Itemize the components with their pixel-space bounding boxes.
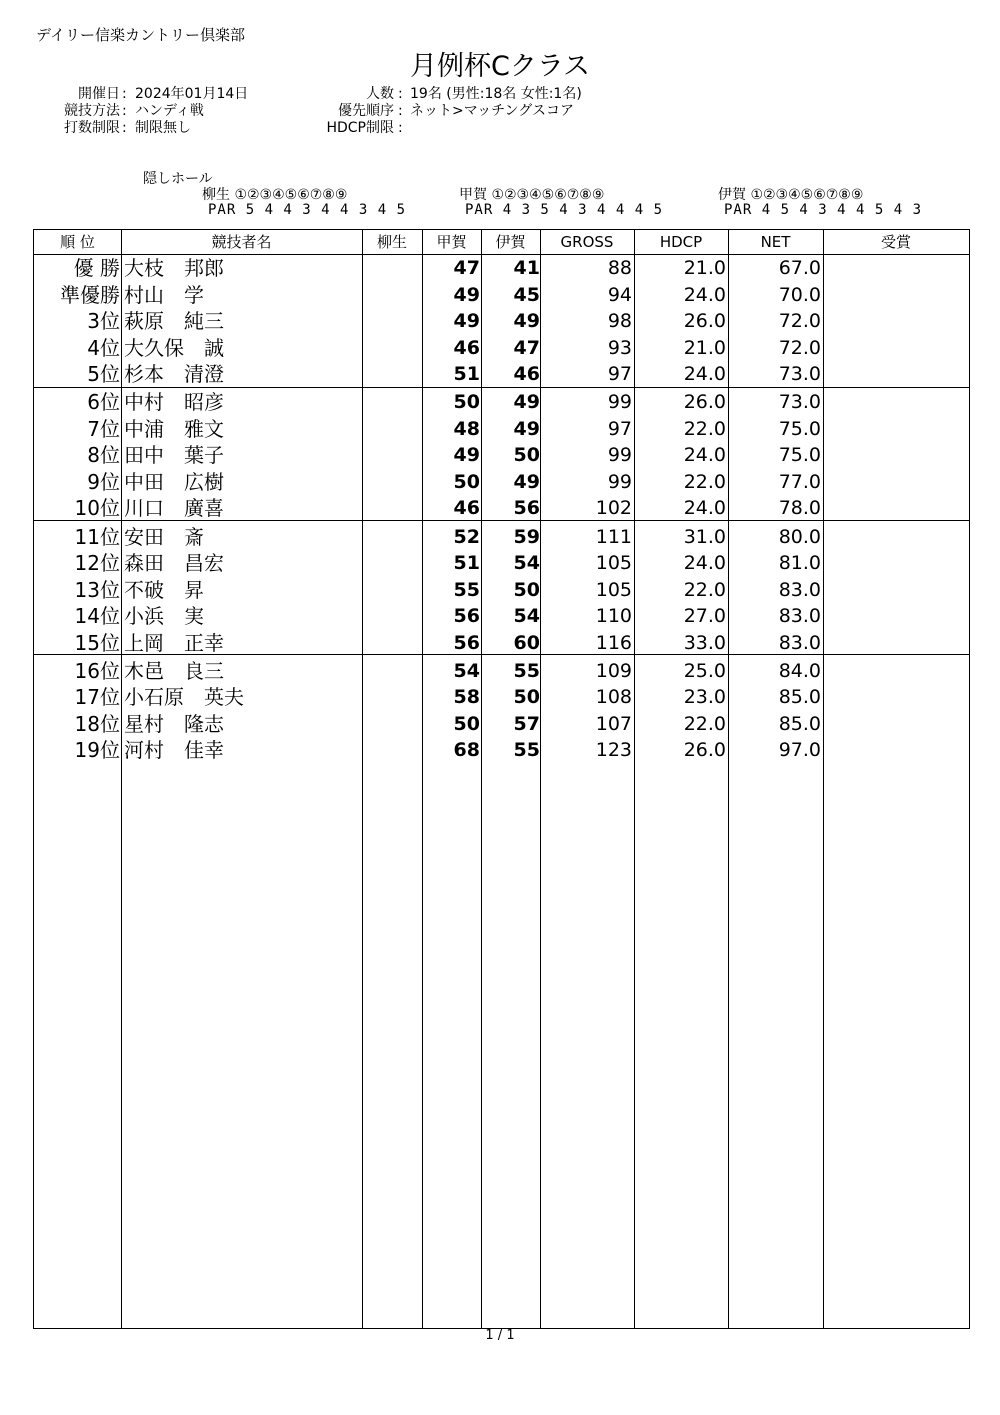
iga-score-cell: 56 — [513, 497, 540, 520]
net-cell: 97.0 — [778, 739, 821, 762]
header-koga: 甲賀 — [436, 233, 467, 251]
info-label-limit: 打数制限 — [64, 120, 120, 136]
net-cell: 80.0 — [778, 525, 821, 548]
hidden-course-yagyu — [202, 188, 406, 218]
rank-cell: 13位 — [74, 577, 120, 602]
koga-score-cell: 56 — [453, 631, 480, 654]
table-row — [34, 737, 969, 763]
player-name-cell: 杉本 清澄 — [124, 362, 224, 387]
hole-numbers: ①②③④⑤⑥⑦⑧⑨ — [234, 187, 348, 203]
hdcp-cell: 24.0 — [683, 363, 726, 386]
table-row — [34, 389, 969, 415]
gross-cell: 109 — [595, 659, 632, 682]
net-cell: 73.0 — [778, 363, 821, 386]
hdcp-cell: 24.0 — [683, 552, 726, 575]
rank-cell: 14位 — [74, 604, 120, 629]
gross-cell: 105 — [595, 552, 632, 575]
gross-cell: 97 — [607, 417, 632, 440]
koga-score-cell: 49 — [453, 444, 480, 467]
net-cell: 83.0 — [778, 605, 821, 628]
info-value-method: ハンディ戦 — [135, 103, 204, 119]
info-labels-left — [48, 86, 120, 137]
par-line: PAR 5 4 4 3 4 4 3 4 5 — [208, 202, 407, 218]
iga-score-cell: 55 — [513, 739, 540, 762]
info-value-date: 2024年01月14日 — [135, 86, 249, 102]
iga-score-cell: 49 — [513, 310, 540, 333]
gross-cell: 88 — [607, 257, 632, 279]
koga-score-cell: 50 — [453, 470, 480, 493]
gross-cell: 99 — [607, 470, 632, 493]
info-colons-left: : : : — [122, 86, 127, 136]
iga-score-cell: 60 — [513, 631, 540, 654]
net-cell: 83.0 — [778, 631, 821, 654]
table-row — [34, 361, 969, 387]
hdcp-cell: 21.0 — [683, 336, 726, 359]
info-values-right — [410, 86, 582, 120]
course-name: 甲賀 — [459, 187, 487, 203]
hdcp-cell: 24.0 — [683, 497, 726, 520]
rank-cell: 7位 — [87, 416, 120, 441]
iga-score-cell: 50 — [513, 686, 540, 709]
net-cell: 75.0 — [778, 444, 821, 467]
table-row — [34, 335, 969, 361]
player-name-cell: 木邑 良三 — [124, 658, 224, 683]
course-name: 伊賀 — [718, 187, 746, 203]
koga-score-cell: 50 — [453, 391, 480, 414]
koga-score-cell: 46 — [453, 497, 480, 520]
net-cell: 73.0 — [778, 391, 821, 414]
hdcp-cell: 24.0 — [683, 283, 726, 306]
table-row — [34, 684, 969, 710]
koga-score-cell: 50 — [453, 712, 480, 735]
table-row — [34, 550, 969, 576]
table-row — [34, 658, 969, 684]
koga-score-cell: 58 — [453, 686, 480, 709]
rank-cell: 17位 — [74, 685, 120, 710]
net-cell: 67.0 — [778, 257, 821, 279]
rank-cell: 16位 — [74, 658, 120, 683]
hdcp-cell: 27.0 — [683, 605, 726, 628]
info-label-date: 開催日 — [78, 86, 120, 102]
rank-cell: 4位 — [87, 335, 120, 360]
info-label-count: 人数 — [366, 86, 394, 102]
player-name-cell: 中浦 雅文 — [124, 416, 224, 441]
player-name-cell: 河村 佳幸 — [124, 738, 224, 763]
info-value-priority: ネット>マッチングスコア — [410, 103, 575, 119]
rank-cell: 11位 — [74, 524, 120, 549]
page-number: 1 / 1 — [485, 1328, 515, 1343]
player-name-cell: 星村 隆志 — [124, 711, 224, 736]
hole-numbers: ①②③④⑤⑥⑦⑧⑨ — [750, 187, 864, 203]
koga-score-cell: 48 — [453, 417, 480, 440]
table-row — [34, 495, 969, 521]
rank-cell: 5位 — [87, 362, 120, 387]
table-row — [34, 255, 969, 281]
header-yagyu: 柳生 — [376, 233, 407, 251]
gross-cell: 99 — [607, 391, 632, 414]
rank-cell: 18位 — [74, 711, 120, 736]
iga-score-cell: 41 — [513, 257, 540, 279]
gross-cell: 93 — [607, 336, 632, 359]
table-row — [34, 524, 969, 550]
net-cell: 72.0 — [778, 310, 821, 333]
hdcp-cell: 31.0 — [683, 525, 726, 548]
par-line: PAR 4 5 4 3 4 4 5 4 3 — [724, 202, 923, 218]
info-label-method: 競技方法 — [64, 103, 120, 119]
header-net: NET — [760, 233, 791, 251]
gross-cell: 110 — [595, 605, 632, 628]
rank-cell: 8位 — [87, 443, 120, 468]
gross-cell: 111 — [595, 525, 632, 548]
net-cell: 85.0 — [778, 686, 821, 709]
hdcp-cell: 25.0 — [683, 659, 726, 682]
club-name: デイリー信楽カントリー倶楽部 — [36, 26, 245, 44]
iga-score-cell: 50 — [513, 444, 540, 467]
player-name-cell: 中村 昭彦 — [124, 390, 224, 415]
player-name-cell: 田中 葉子 — [124, 443, 224, 468]
net-cell: 72.0 — [778, 336, 821, 359]
info-label-hdcp: HDCP制限 — [326, 120, 394, 136]
iga-score-cell: 46 — [513, 363, 540, 386]
player-name-cell: 上岡 正幸 — [124, 630, 224, 655]
table-row — [34, 630, 969, 656]
iga-score-cell: 54 — [513, 605, 540, 628]
gross-cell: 108 — [595, 686, 632, 709]
info-label-priority: 優先順序 — [338, 103, 394, 119]
player-name-cell: 小浜 実 — [124, 604, 204, 629]
iga-score-cell: 57 — [513, 712, 540, 735]
hidden-course-iga — [718, 188, 922, 218]
gross-cell: 123 — [595, 739, 632, 762]
player-name-cell: 村山 学 — [124, 282, 204, 307]
table-row — [34, 711, 969, 737]
koga-score-cell: 47 — [453, 257, 480, 279]
iga-score-cell: 47 — [513, 336, 540, 359]
rank-cell: 優 勝 — [73, 256, 120, 280]
iga-score-cell: 59 — [513, 525, 540, 548]
hdcp-cell: 21.0 — [683, 257, 726, 279]
net-cell: 70.0 — [778, 283, 821, 306]
iga-score-cell: 55 — [513, 659, 540, 682]
hidden-holes-label: 隠しホール — [143, 171, 213, 187]
table-row — [34, 603, 969, 629]
hdcp-cell: 26.0 — [683, 391, 726, 414]
header-iga: 伊賀 — [495, 233, 526, 251]
gross-cell: 102 — [595, 497, 632, 520]
net-cell: 84.0 — [778, 659, 821, 682]
player-name-cell: 中田 広樹 — [124, 469, 224, 494]
results-table — [33, 229, 970, 1329]
gross-cell: 94 — [607, 283, 632, 306]
iga-score-cell: 49 — [513, 417, 540, 440]
header-gross: GROSS — [560, 233, 614, 251]
hdcp-cell: 24.0 — [683, 444, 726, 467]
koga-score-cell: 49 — [453, 310, 480, 333]
hdcp-cell: 33.0 — [683, 631, 726, 654]
rank-cell: 準優勝 — [60, 282, 120, 307]
iga-score-cell: 50 — [513, 578, 540, 601]
net-cell: 81.0 — [778, 552, 821, 575]
koga-score-cell: 46 — [453, 336, 480, 359]
rank-cell: 9位 — [87, 469, 120, 494]
player-name-cell: 小石原 英夫 — [124, 685, 244, 710]
table-row — [34, 282, 969, 308]
koga-score-cell: 52 — [453, 525, 480, 548]
koga-score-cell: 56 — [453, 605, 480, 628]
table-row — [34, 577, 969, 603]
hdcp-cell: 22.0 — [683, 417, 726, 440]
player-name-cell: 大久保 誠 — [124, 335, 224, 360]
hole-numbers: ①②③④⑤⑥⑦⑧⑨ — [491, 187, 605, 203]
koga-score-cell: 49 — [453, 283, 480, 306]
player-name-cell: 大枝 邦郎 — [124, 256, 224, 280]
rank-cell: 19位 — [74, 738, 120, 763]
info-colons-right: : : : — [398, 86, 403, 136]
player-name-cell: 不破 昇 — [124, 577, 204, 602]
player-name-cell: 川口 廣喜 — [124, 496, 224, 521]
net-cell: 85.0 — [778, 712, 821, 735]
header-rank: 順 位 — [60, 233, 95, 251]
koga-score-cell: 54 — [453, 659, 480, 682]
player-name-cell: 萩原 純三 — [124, 309, 224, 334]
rank-cell: 15位 — [74, 630, 120, 655]
table-row — [34, 308, 969, 334]
info-value-count: 19名 (男性:18名 女性:1名) — [410, 86, 582, 102]
header-hdcp: HDCP — [659, 233, 703, 251]
hdcp-cell: 22.0 — [683, 712, 726, 735]
table-row — [34, 469, 969, 495]
net-cell: 77.0 — [778, 470, 821, 493]
table-row — [34, 416, 969, 442]
iga-score-cell: 49 — [513, 470, 540, 493]
net-cell: 83.0 — [778, 578, 821, 601]
gross-cell: 107 — [595, 712, 632, 735]
player-name-cell: 安田 斎 — [124, 524, 204, 549]
net-cell: 78.0 — [778, 497, 821, 520]
iga-score-cell: 45 — [513, 283, 540, 306]
gross-cell: 105 — [595, 578, 632, 601]
koga-score-cell: 68 — [453, 739, 480, 762]
page-title: 月例杯Cクラス — [409, 51, 591, 82]
header-name: 競技者名 — [211, 233, 272, 251]
player-name-cell: 森田 昌宏 — [124, 551, 224, 576]
koga-score-cell: 51 — [453, 363, 480, 386]
table-row — [34, 442, 969, 468]
hdcp-cell: 22.0 — [683, 470, 726, 493]
iga-score-cell: 54 — [513, 552, 540, 575]
header-award: 受賞 — [880, 233, 911, 251]
gross-cell: 116 — [595, 631, 632, 654]
hdcp-cell: 26.0 — [683, 310, 726, 333]
info-labels-right — [300, 86, 394, 137]
gross-cell: 97 — [607, 363, 632, 386]
hdcp-cell: 26.0 — [683, 739, 726, 762]
iga-score-cell: 49 — [513, 391, 540, 414]
rank-cell: 12位 — [74, 551, 120, 576]
rank-cell: 3位 — [87, 309, 120, 334]
hdcp-cell: 22.0 — [683, 578, 726, 601]
info-values-left — [135, 86, 248, 137]
hidden-course-koga — [459, 188, 663, 218]
gross-cell: 98 — [607, 310, 632, 333]
koga-score-cell: 55 — [453, 578, 480, 601]
gross-cell: 99 — [607, 444, 632, 467]
rank-cell: 6位 — [87, 390, 120, 415]
course-name: 柳生 — [202, 187, 230, 203]
rank-cell: 10位 — [74, 496, 120, 521]
koga-score-cell: 51 — [453, 552, 480, 575]
info-value-limit: 制限無し — [135, 120, 191, 136]
hdcp-cell: 23.0 — [683, 686, 726, 709]
net-cell: 75.0 — [778, 417, 821, 440]
par-line: PAR 4 3 5 4 3 4 4 4 5 — [465, 202, 664, 218]
